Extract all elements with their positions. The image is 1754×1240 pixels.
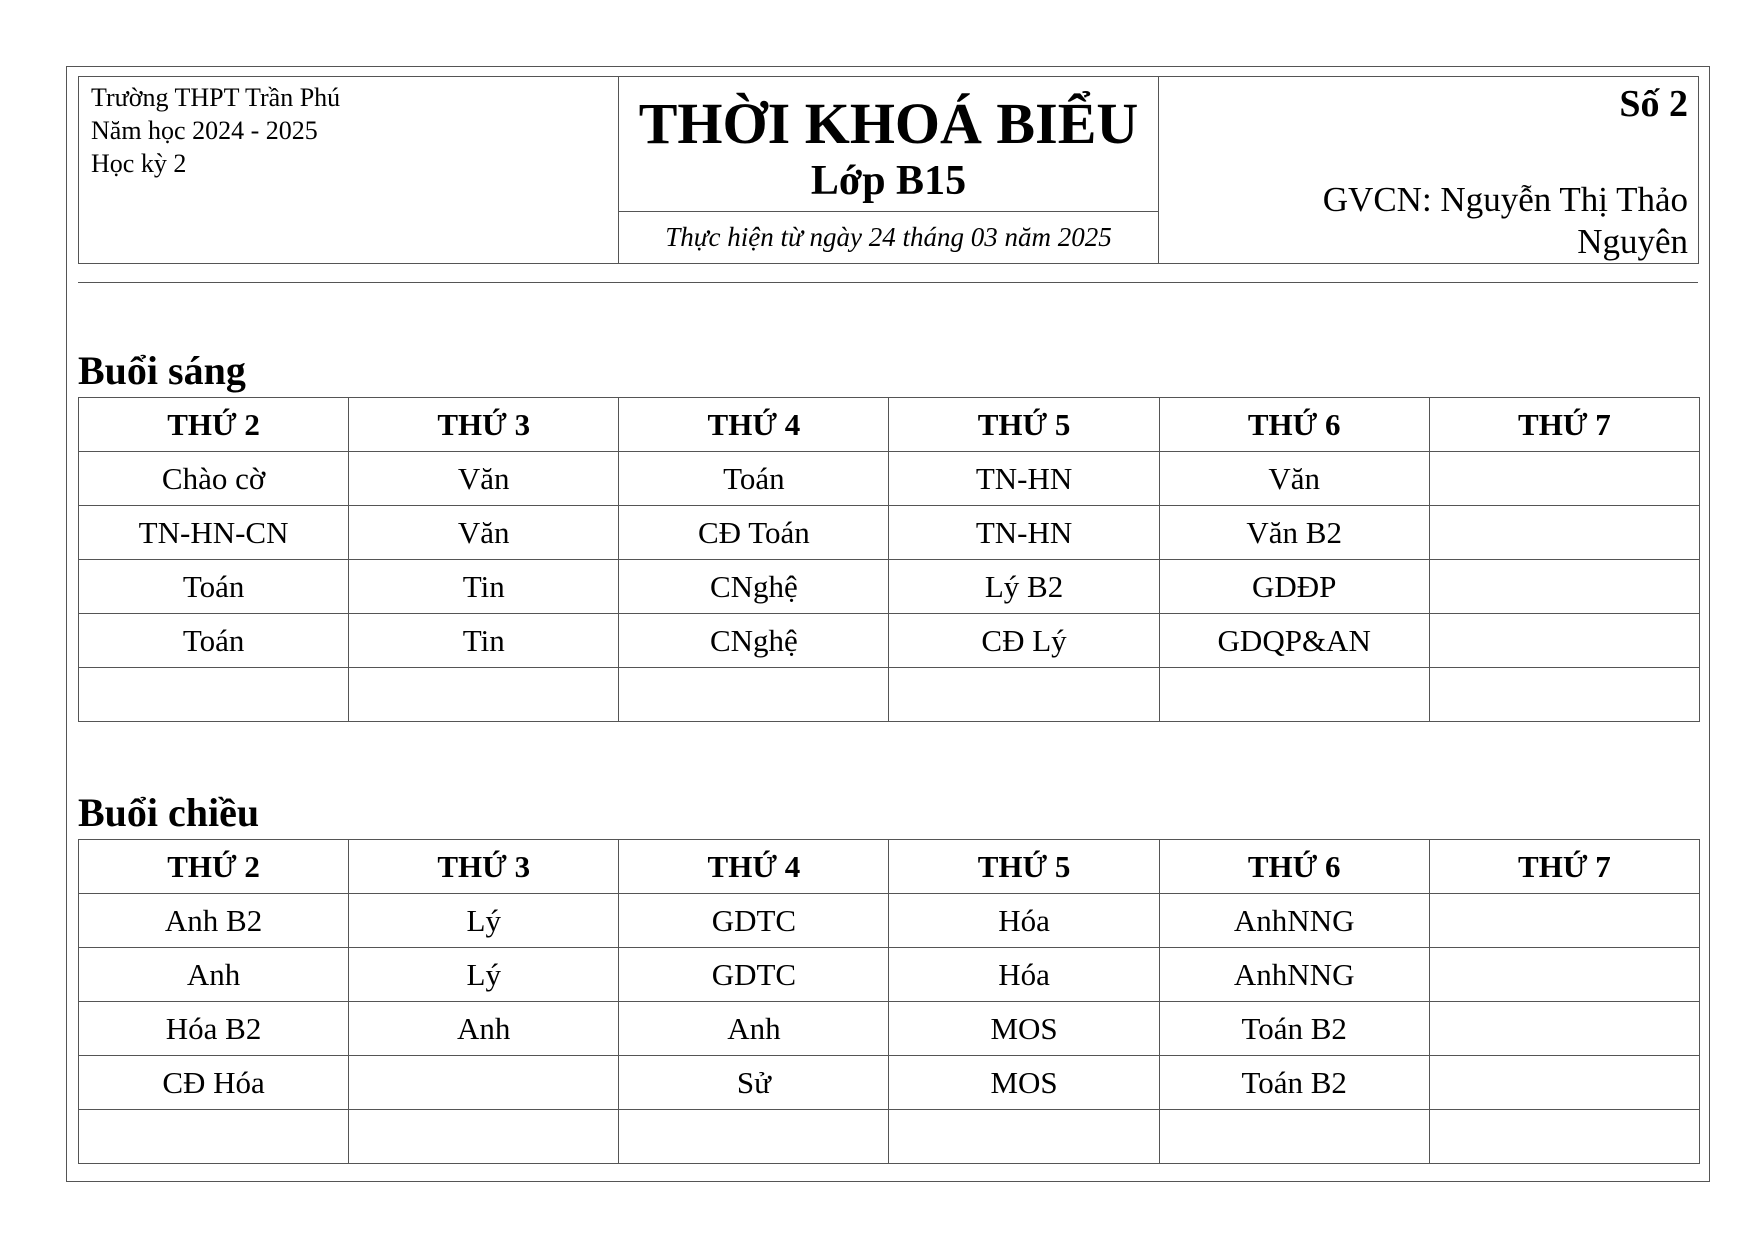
title-block — [619, 77, 1159, 264]
subject-cell: Hóa — [889, 948, 1159, 1002]
subject-cell — [619, 1110, 889, 1164]
semester: Học kỳ 2 — [91, 149, 187, 178]
day-header: THỨ 7 — [1429, 398, 1699, 452]
subject-cell — [1429, 506, 1699, 560]
subject-cell — [1429, 1002, 1699, 1056]
class-name: Lớp B15 — [810, 158, 967, 204]
subject-cell — [1429, 894, 1699, 948]
subject-cell — [79, 1110, 349, 1164]
day-header: THỨ 5 — [889, 398, 1159, 452]
table-header-row — [79, 840, 1700, 894]
day-header: THỨ 2 — [79, 840, 349, 894]
subject-cell: GDĐP — [1159, 560, 1429, 614]
subject-cell: Văn — [349, 506, 619, 560]
subject-cell — [1159, 668, 1429, 722]
subject-cell — [1429, 614, 1699, 668]
subject-cell — [1429, 560, 1699, 614]
day-header: THỨ 5 — [889, 840, 1159, 894]
document-number: Số 2 — [1619, 83, 1688, 125]
day-header: THỨ 6 — [1159, 840, 1429, 894]
document-header — [78, 76, 1699, 264]
subject-cell — [349, 1056, 619, 1110]
homeroom-teacher: GVCN: Nguyễn Thị Thảo Nguyên — [1322, 180, 1688, 261]
subject-cell — [79, 668, 349, 722]
table-row — [79, 452, 1700, 506]
school-year: Năm học 2024 - 2025 — [91, 116, 318, 145]
subject-cell: Anh B2 — [79, 894, 349, 948]
subject-cell: CĐ Hóa — [79, 1056, 349, 1110]
subject-cell: GDTC — [619, 948, 889, 1002]
subject-cell: CĐ Lý — [889, 614, 1159, 668]
subject-cell: Chào cờ — [79, 452, 349, 506]
subject-cell: GDQP&AN — [1159, 614, 1429, 668]
subject-cell — [889, 1110, 1159, 1164]
page-title: THỜI KHOÁ BIỂU — [638, 91, 1139, 156]
table-row — [79, 614, 1700, 668]
effective-date: Thực hiện từ ngày 24 tháng 03 năm 2025 — [619, 211, 1158, 263]
subject-cell: Tin — [349, 560, 619, 614]
subject-cell — [349, 668, 619, 722]
subject-cell — [349, 1110, 619, 1164]
subject-cell: Sử — [619, 1056, 889, 1110]
day-header: THỨ 3 — [349, 840, 619, 894]
header-divider — [78, 282, 1698, 283]
subject-cell — [1429, 1110, 1699, 1164]
table-row — [79, 506, 1700, 560]
subject-cell: Văn — [349, 452, 619, 506]
subject-cell: MOS — [889, 1056, 1159, 1110]
subject-cell: Văn B2 — [1159, 506, 1429, 560]
afternoon-session-title: Buổi chiều — [78, 790, 260, 835]
subject-cell — [1429, 1056, 1699, 1110]
subject-cell: CĐ Toán — [619, 506, 889, 560]
subject-cell: Anh — [349, 1002, 619, 1056]
subject-cell: Toán — [79, 560, 349, 614]
morning-schedule-table — [78, 397, 1700, 722]
table-row — [79, 1110, 1700, 1164]
day-header: THỨ 6 — [1159, 398, 1429, 452]
subject-cell: Hóa B2 — [79, 1002, 349, 1056]
subject-cell: Hóa — [889, 894, 1159, 948]
subject-cell: CNghệ — [619, 614, 889, 668]
subject-cell: Anh — [619, 1002, 889, 1056]
document-info — [1159, 77, 1699, 264]
table-row — [79, 1056, 1700, 1110]
subject-cell: TN-HN — [889, 452, 1159, 506]
afternoon-schedule-table — [78, 839, 1700, 1164]
subject-cell: CNghệ — [619, 560, 889, 614]
subject-cell: Lý — [349, 894, 619, 948]
subject-cell: Anh — [79, 948, 349, 1002]
subject-cell: AnhNNG — [1159, 948, 1429, 1002]
subject-cell: Toán B2 — [1159, 1002, 1429, 1056]
subject-cell: TN-HN — [889, 506, 1159, 560]
table-row — [79, 948, 1700, 1002]
day-header: THỨ 4 — [619, 840, 889, 894]
table-row — [79, 668, 1700, 722]
subject-cell: Toán B2 — [1159, 1056, 1429, 1110]
table-row — [79, 894, 1700, 948]
subject-cell — [1429, 948, 1699, 1002]
subject-cell: Văn — [1159, 452, 1429, 506]
table-row — [79, 560, 1700, 614]
day-header: THỨ 7 — [1429, 840, 1699, 894]
table-row — [79, 1002, 1700, 1056]
school-info — [79, 77, 619, 264]
day-header: THỨ 4 — [619, 398, 889, 452]
subject-cell: Toán — [79, 614, 349, 668]
subject-cell: AnhNNG — [1159, 894, 1429, 948]
subject-cell: Lý B2 — [889, 560, 1159, 614]
day-header: THỨ 3 — [349, 398, 619, 452]
morning-session-title: Buổi sáng — [78, 348, 246, 393]
school-name: Trường THPT Trần Phú — [91, 83, 341, 112]
subject-cell — [1429, 668, 1699, 722]
day-header: THỨ 2 — [79, 398, 349, 452]
subject-cell — [889, 668, 1159, 722]
table-header-row — [79, 398, 1700, 452]
subject-cell — [619, 668, 889, 722]
subject-cell: MOS — [889, 1002, 1159, 1056]
subject-cell — [1159, 1110, 1429, 1164]
subject-cell: Tin — [349, 614, 619, 668]
subject-cell — [1429, 452, 1699, 506]
subject-cell: Lý — [349, 948, 619, 1002]
subject-cell: GDTC — [619, 894, 889, 948]
subject-cell: TN-HN-CN — [79, 506, 349, 560]
subject-cell: Toán — [619, 452, 889, 506]
